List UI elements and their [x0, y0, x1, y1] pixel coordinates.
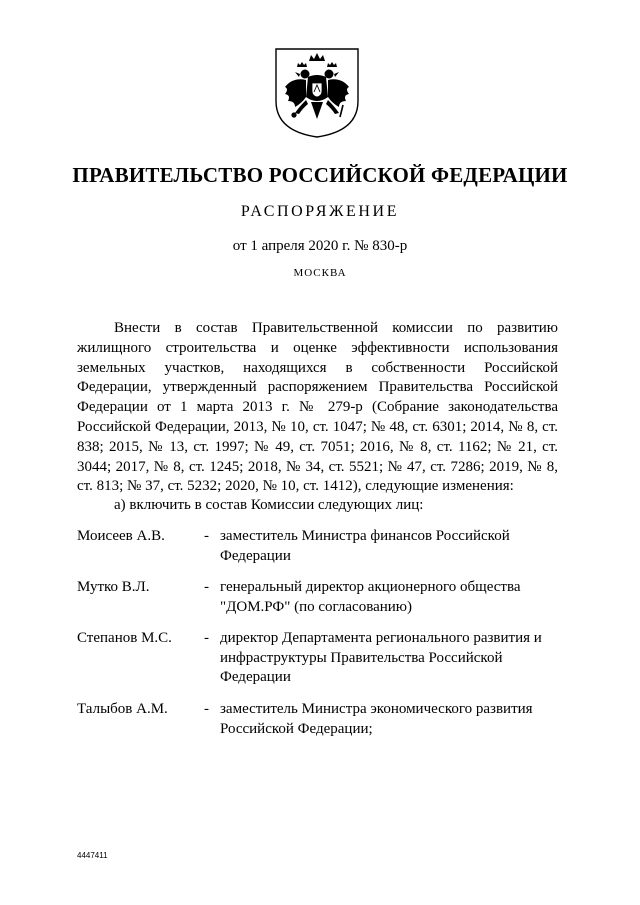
person-name: Степанов М.С. [77, 630, 172, 646]
document-city: МОСКВА [293, 267, 347, 279]
person-dash: - [204, 701, 209, 717]
document-type: РАСПОРЯЖЕНИЕ [240, 203, 400, 220]
person-name: Талыбов А.М. [77, 701, 168, 717]
item-a-text: а) включить в состав Комиссии следующих лиц: [114, 497, 424, 513]
russian-coat-of-arms-icon [273, 47, 361, 139]
person-role: директор Департамента регионального развития и инфраструктуры Правительства Российской Федерации [220, 630, 542, 685]
person-name: Мутко В.Л. [77, 579, 150, 595]
main-paragraph: Внести в состав Правительственной комиссии по развитию жилищного строительства и оценке эффективности использования земельных участков, находящихся в собственности Российской Федерации, утвержденный распоряжением Правительства Российской Федерации от 1 марта 2013 г. № 279-р (Собрание законодательства Российской Федерации, 2013, № 10, ст. 1047; № 48, ст. 6301; 2014, № 8, ст. 838; 2015, № 13, ст. 1997; № 49, ст. 7051; 2016, № 8, ст. 1162; № 21, ст. 3044; 2017, № 8, ст. 1245; 2018, № 34, ст. 5521; № 47, ст. 7286; 2019, № 8, ст. 813; № 37, ст. 5232; 2020, № 10, ст. 1412), следующие изменения: [77, 320, 558, 495]
document-date-number: от 1 апреля 2020 г. № 830-р [232, 238, 408, 254]
person-dash: - [204, 528, 209, 544]
person-name: Моисеев А.В. [77, 528, 165, 544]
person-role: заместитель Министра экономического развития Российской Федерации; [220, 701, 533, 737]
government-title: ПРАВИТЕЛЬСТВО РОССИЙСКОЙ ФЕДЕРАЦИИ [72, 163, 568, 187]
person-role: заместитель Министра финансов Российской Федерации [220, 528, 510, 564]
person-role: генеральный директор акционерного общества "ДОМ.РФ" (по согласованию) [220, 579, 521, 615]
document-code: 4447411 [77, 851, 108, 860]
person-dash: - [204, 630, 209, 646]
person-dash: - [204, 579, 209, 595]
